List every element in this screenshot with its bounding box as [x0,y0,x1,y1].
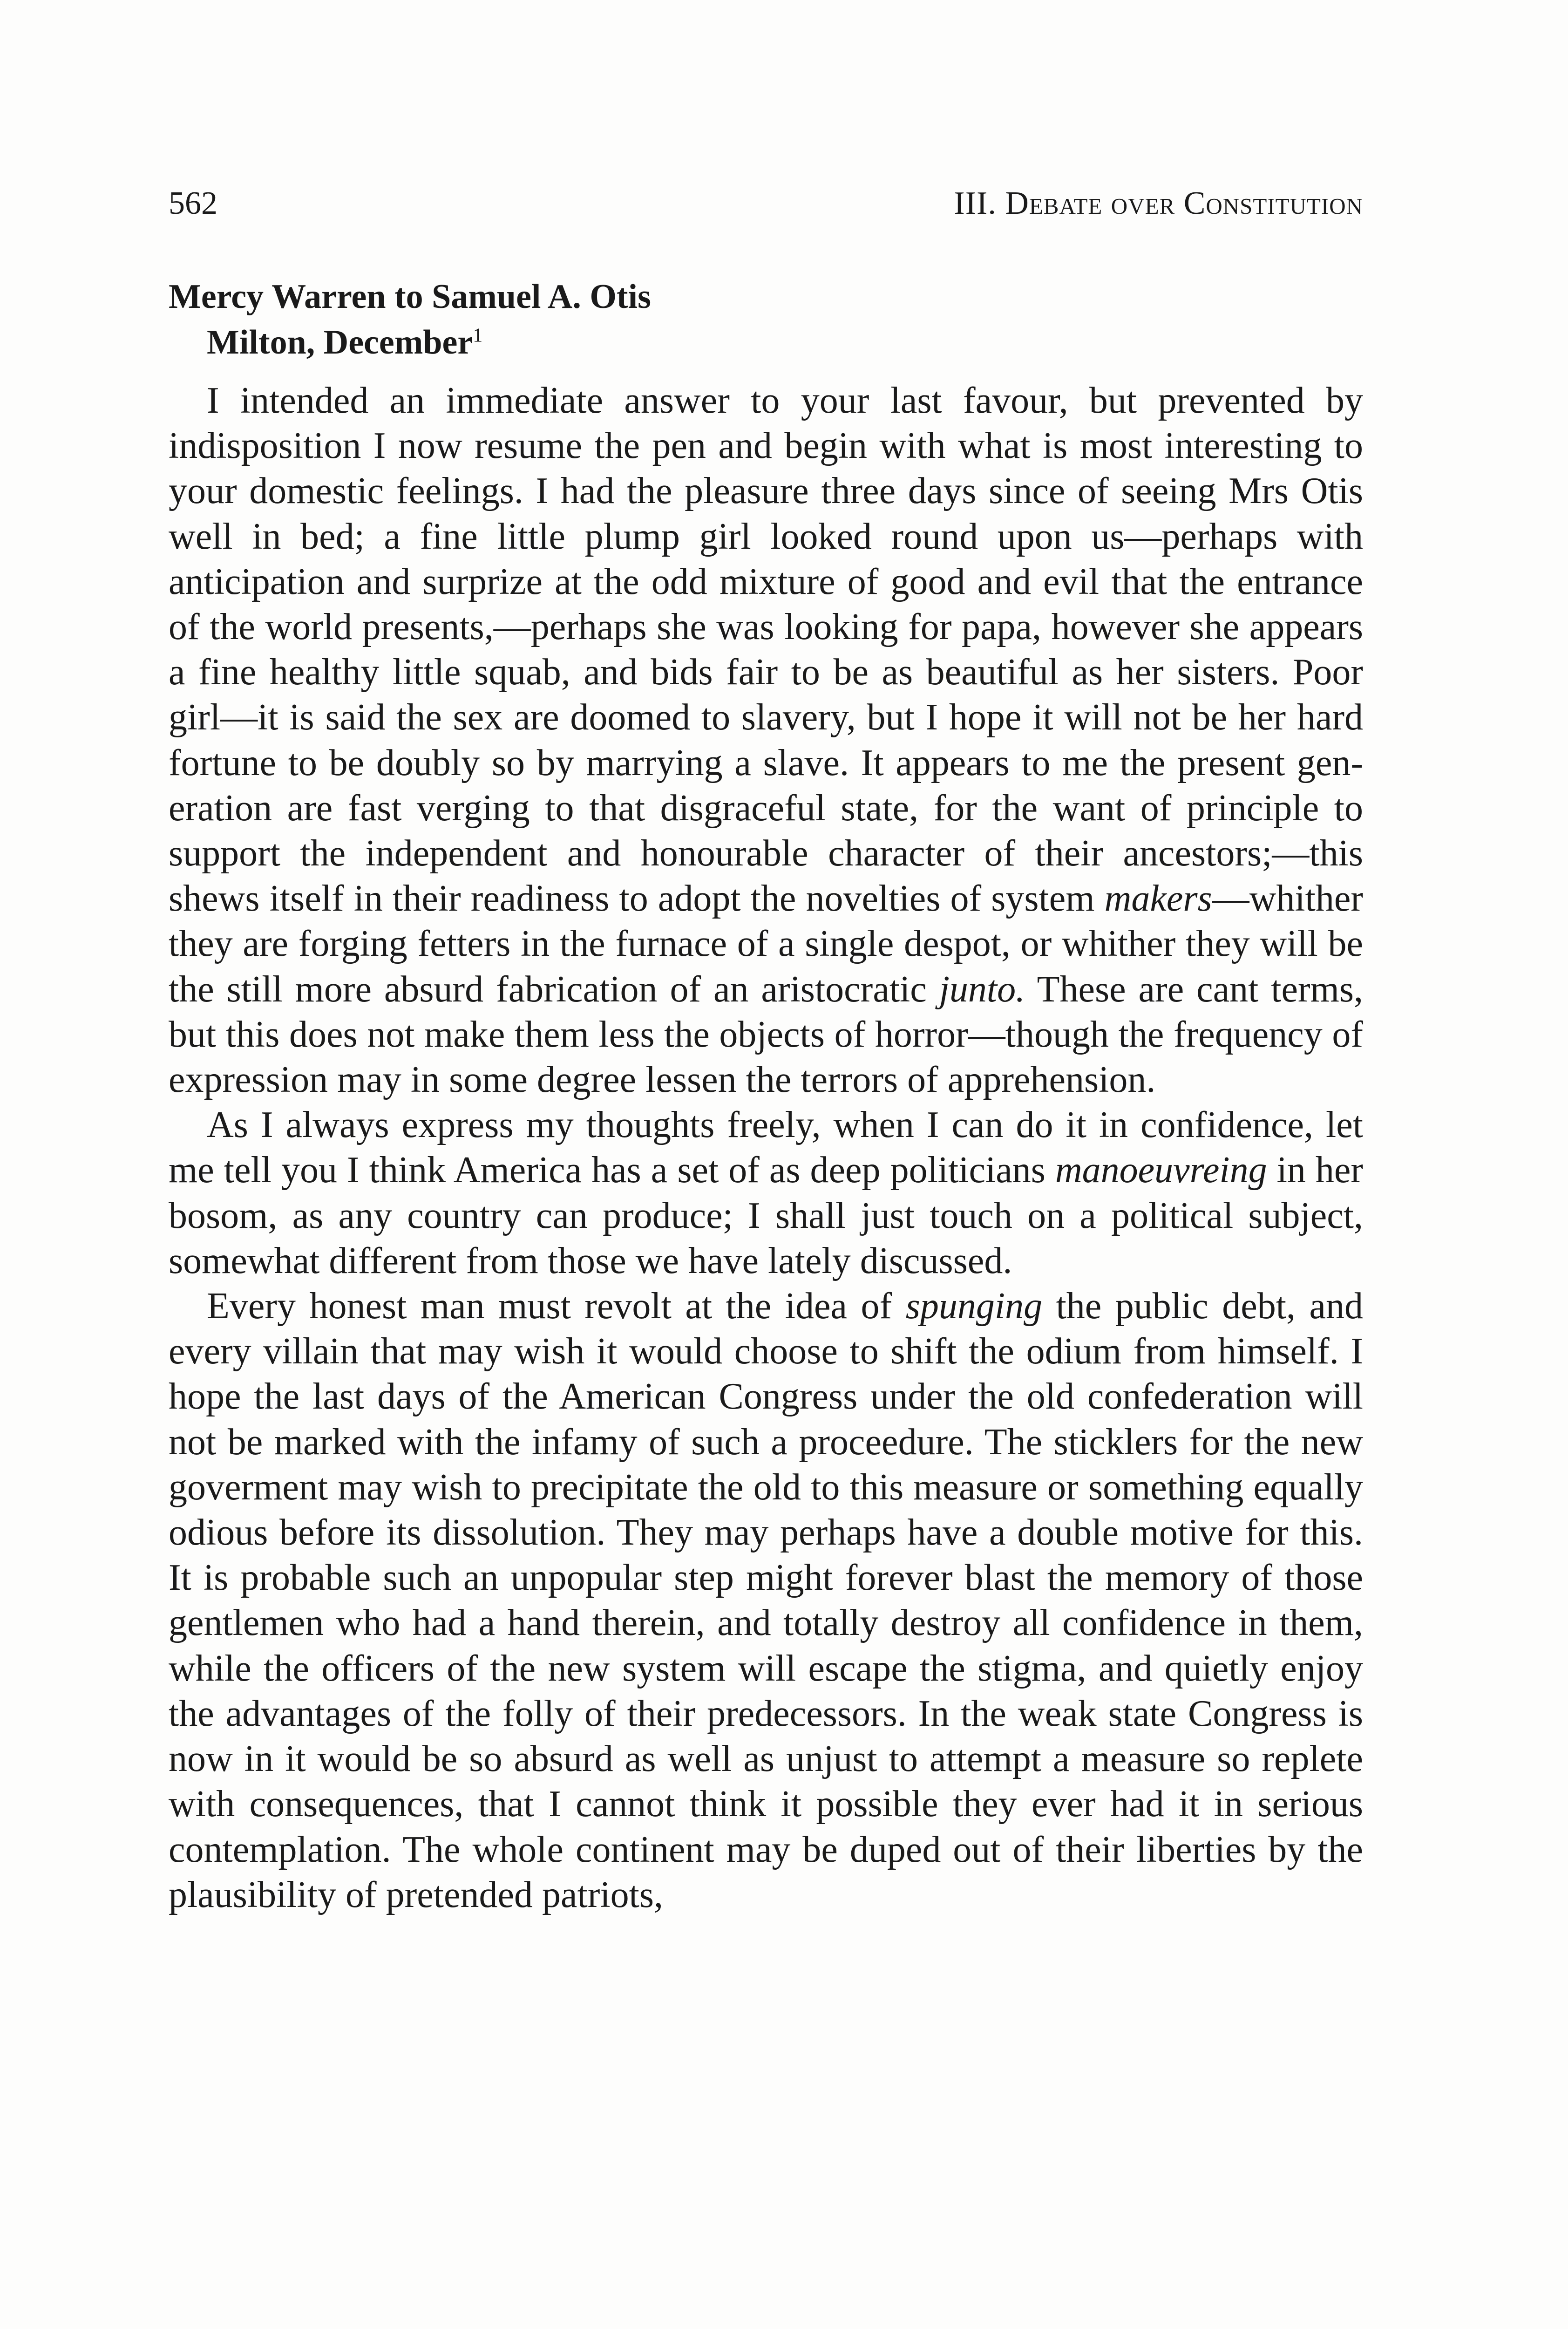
running-section-title: III. Debate over Constitution [954,185,1363,221]
text-run: Every honest man must revolt at the idea of [207,1286,906,1327]
letter-place-date: Milton, December [207,323,473,361]
paragraph [169,378,1363,1103]
paragraph [169,1103,1363,1284]
running-head [169,183,1363,225]
letter-heading [169,274,1363,365]
footnote-marker: 1 [473,325,483,347]
text-run: I intended an immediate answer to your last favour, but prevented by indisposition I now resume the pen and begin with what is most interesting to your domestic feelings. I had the pleasure three days since of seeing Mrs Otis well in bed; a fine little plump girl looked round upon us—perhaps with anticipation and surprize at the odd mixture of good and evil that the entrance of the world presents,—perhaps she was looking for papa, however she appears a fine healthy little squab, and bids fair to be as beautiful as her sisters. Poor girl—it is said the sex are doomed to slavery, but I hope it will not be her hard fortune to be doubly so by marrying a slave. It appears to me the present generation are fast verging to that disgraceful state, for the want of principle to support the independent and honourable character of their ancestors;—this shews itself in their readiness to adopt the novelties of system [169,380,1363,919]
text-run: —whither they are forging fetters in the furnace of a single despot, or whither they will be the still more absurd fabrication of an aristocratic [169,878,1363,1010]
text-run: in her bosom, as any country can produce; I shall just touch on a political subject, somewhat different from those we have lately discussed. [169,1150,1363,1281]
letter-body [169,378,1363,1918]
letter-heading-place-date [169,320,1363,365]
page-number: 562 [169,185,217,221]
letter-heading-correspondents: Mercy Warren to Samuel A. Otis [169,278,651,316]
text-run: These are cant terms, but this does not make them less the objects of horror—though the frequency of expression may in some degree lessen the terrors of apprehension. [169,968,1363,1101]
italic-text: manoeuvreing [1055,1150,1267,1191]
text-run: the public debt, and every villain that may wish it would choose to shift the odium from himself. I hope the last days of the American Congress under the old confederation will not be marked with the infamy of such a proceedure. The sticklers for the new goverment may wish to precipitate the old to this measure or something equally odious before its dissolution. They may perhaps have a double motive for this. It is probable such an unpopular step might forever blast the memory of those gentlemen who had a hand therein, and totally destroy all confidence in them, while the officers of the new system will escape the stigma, and quietly enjoy the advantages of the folly of their predecessors. In the weak state Congress is now in it would be so absurd as well as unjust to attempt a measure so replete with consequences, that I cannot think it possible they ever had it in serious contemplation. The whole continent may be duped out of their liberties by the plausibility of pretended patriots, [169,1286,1364,1915]
italic-text: junto. [939,968,1025,1010]
paragraph [169,1284,1363,1918]
italic-text: spunging [905,1286,1043,1327]
text-run: As I always express my thoughts freely, when I can do it in confidence, let me tell you I think America has a set of as deep politicians [169,1104,1363,1191]
italic-text: makers [1104,878,1212,919]
